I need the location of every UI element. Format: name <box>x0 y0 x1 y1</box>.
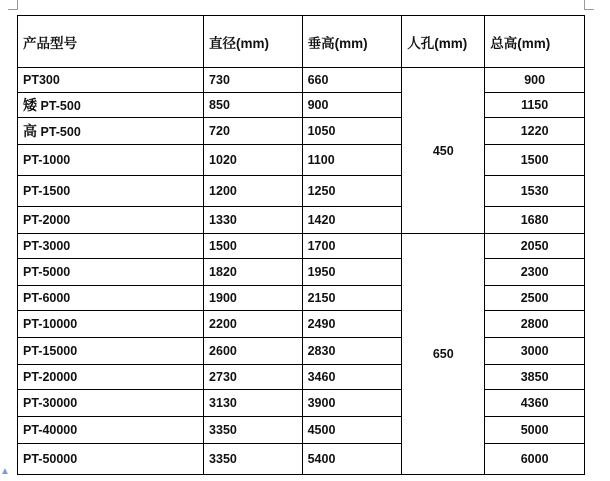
model-code: PT-1500 <box>23 184 71 198</box>
model-code: PT-5000 <box>23 265 71 279</box>
cell-total-height: 1220 <box>485 118 585 145</box>
cell-manhole: 450 <box>402 68 485 234</box>
table-row <box>18 259 585 286</box>
cell-vertical-height: 2830 <box>302 338 402 365</box>
model-code: PT-3000 <box>23 239 71 253</box>
cell-model <box>18 259 204 286</box>
cell-total-height: 1680 <box>485 207 585 234</box>
table-row <box>18 176 585 207</box>
cell-model <box>18 365 204 390</box>
cell-total-height: 3850 <box>485 365 585 390</box>
cell-vertical-height: 1700 <box>302 234 402 259</box>
table-row <box>18 444 585 475</box>
model-code: PT300 <box>23 73 60 87</box>
cell-diameter: 3350 <box>204 444 303 475</box>
cell-vertical-height: 1250 <box>302 176 402 207</box>
cell-vertical-height: 1950 <box>302 259 402 286</box>
corner-mark-top-right-horizontal <box>584 9 594 10</box>
cell-diameter: 1900 <box>204 286 303 311</box>
cell-model <box>18 338 204 365</box>
table-row <box>18 365 585 390</box>
cell-total-height: 2300 <box>485 259 585 286</box>
table-row <box>18 390 585 417</box>
cell-total-height: 900 <box>485 68 585 93</box>
cell-diameter: 1020 <box>204 145 303 176</box>
cell-diameter: 720 <box>204 118 303 145</box>
cell-diameter: 1200 <box>204 176 303 207</box>
header-total-height: 总高(mm) <box>485 16 585 68</box>
cell-total-height: 3000 <box>485 338 585 365</box>
cell-model <box>18 417 204 444</box>
spec-table <box>17 15 585 475</box>
header-vertical-height: 垂高(mm) <box>302 16 402 68</box>
cell-total-height: 4360 <box>485 390 585 417</box>
table-row <box>18 207 585 234</box>
corner-mark-top-left-vertical <box>17 0 18 10</box>
model-prefix: 矮 <box>23 97 37 113</box>
table-row <box>18 93 585 118</box>
model-code: PT-30000 <box>23 396 78 410</box>
cell-vertical-height: 3460 <box>302 365 402 390</box>
cell-diameter: 730 <box>204 68 303 93</box>
cell-model <box>18 176 204 207</box>
table-row <box>18 118 585 145</box>
cell-diameter: 2200 <box>204 311 303 338</box>
model-code: PT-50000 <box>23 452 78 466</box>
model-code: PT-20000 <box>23 370 78 384</box>
table-row <box>18 145 585 176</box>
cell-model <box>18 207 204 234</box>
table-row <box>18 234 585 259</box>
cell-diameter: 1330 <box>204 207 303 234</box>
cell-vertical-height: 900 <box>302 93 402 118</box>
cell-diameter: 3350 <box>204 417 303 444</box>
cell-vertical-height: 4500 <box>302 417 402 444</box>
cell-diameter: 850 <box>204 93 303 118</box>
cell-model <box>18 286 204 311</box>
cell-total-height: 2050 <box>485 234 585 259</box>
cell-total-height: 2800 <box>485 311 585 338</box>
model-code: PT-6000 <box>23 291 71 305</box>
cell-vertical-height: 5400 <box>302 444 402 475</box>
cell-diameter: 3130 <box>204 390 303 417</box>
cell-diameter: 1820 <box>204 259 303 286</box>
cell-model <box>18 311 204 338</box>
cell-vertical-height: 1050 <box>302 118 402 145</box>
cell-vertical-height: 660 <box>302 68 402 93</box>
cell-model <box>18 145 204 176</box>
cell-model <box>18 390 204 417</box>
table-row <box>18 68 585 93</box>
header-manhole: 人孔(mm) <box>402 16 485 68</box>
cell-model <box>18 234 204 259</box>
model-code: PT-500 <box>40 99 81 113</box>
header-diameter: 直径(mm) <box>204 16 303 68</box>
model-code: PT-2000 <box>23 213 71 227</box>
header-row <box>18 16 585 68</box>
cell-model <box>18 118 204 145</box>
cell-model <box>18 93 204 118</box>
cell-vertical-height: 2490 <box>302 311 402 338</box>
cell-total-height: 1500 <box>485 145 585 176</box>
model-code: PT-500 <box>40 125 81 139</box>
table-row <box>18 338 585 365</box>
cell-diameter: 1500 <box>204 234 303 259</box>
model-code: PT-10000 <box>23 317 78 331</box>
cell-total-height: 1530 <box>485 176 585 207</box>
cell-diameter: 2730 <box>204 365 303 390</box>
model-code: PT-15000 <box>23 344 78 358</box>
cell-total-height: 2500 <box>485 286 585 311</box>
table-row <box>18 286 585 311</box>
corner-mark-top-right-vertical <box>584 0 585 10</box>
cell-diameter: 2600 <box>204 338 303 365</box>
model-prefix: 高 <box>23 123 37 139</box>
cell-model <box>18 444 204 475</box>
cell-manhole: 650 <box>402 234 485 475</box>
cell-vertical-height: 3900 <box>302 390 402 417</box>
cell-model <box>18 68 204 93</box>
cell-total-height: 6000 <box>485 444 585 475</box>
cell-vertical-height: 2150 <box>302 286 402 311</box>
cell-vertical-height: 1100 <box>302 145 402 176</box>
cell-total-height: 5000 <box>485 417 585 444</box>
cell-vertical-height: 1420 <box>302 207 402 234</box>
header-model: 产品型号 <box>18 16 204 68</box>
table-row <box>18 417 585 444</box>
cell-total-height: 1150 <box>485 93 585 118</box>
table-row <box>18 311 585 338</box>
model-code: PT-40000 <box>23 423 78 437</box>
model-code: PT-1000 <box>23 153 71 167</box>
triangle-icon: ▲ <box>0 466 10 477</box>
